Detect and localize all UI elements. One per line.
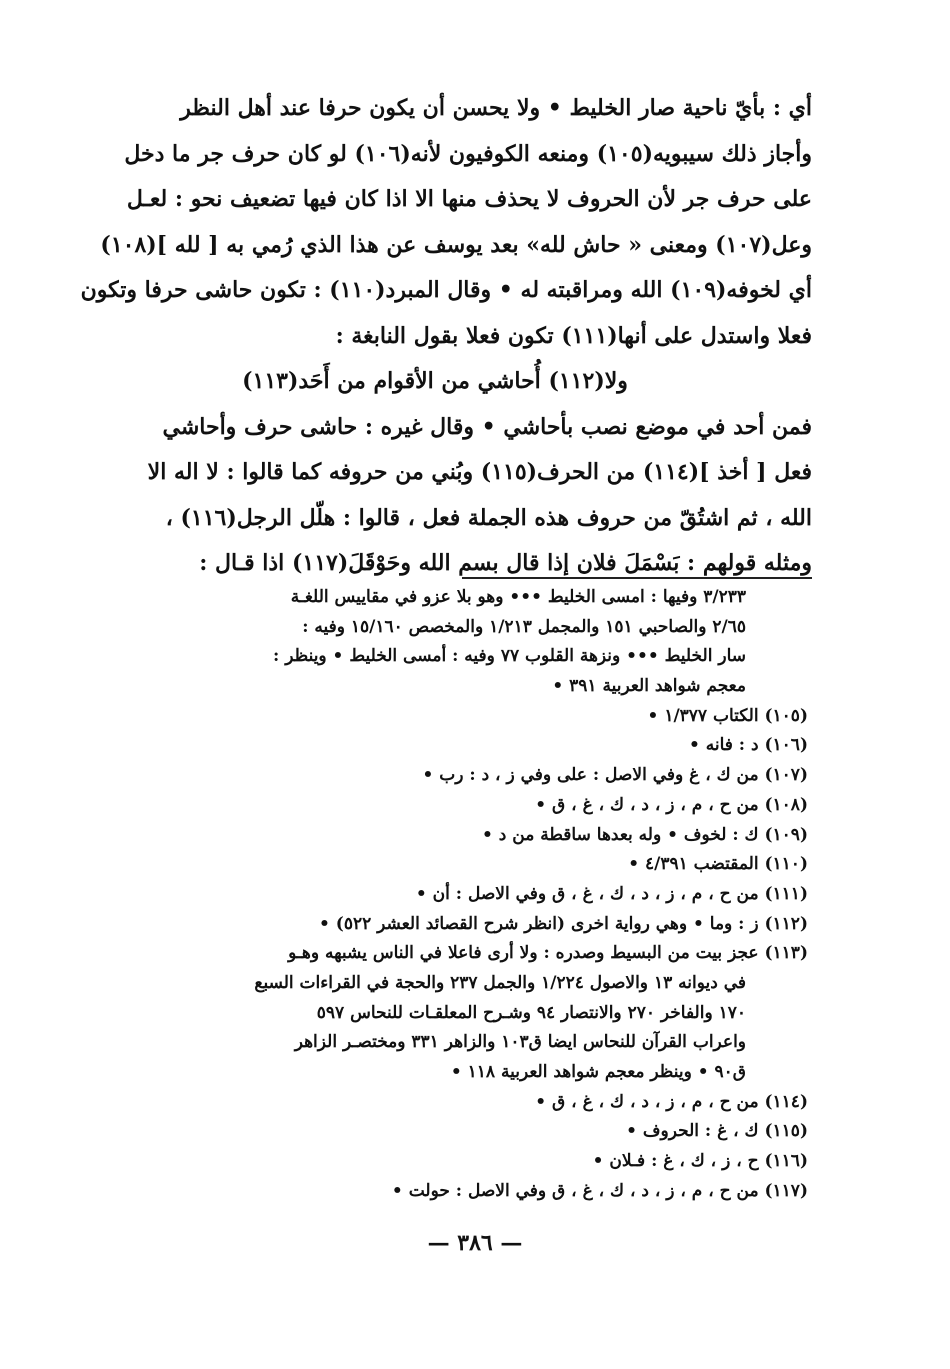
footnote-109: (١٠٩) ك : لخوف • وله بعدها ساقطة من د • <box>482 824 808 845</box>
footnotes <box>112 583 812 1206</box>
body-line: الله ، ثم اشتُقّ من حروف هذه الجملة فعل ، قالوا : هلّل الرجل(١١٦) ، <box>165 504 812 531</box>
footnote-112: (١١٢) ز : وما • وهي رواية اخرى (انظر شرح القصائد العشر ٥٢٢) • <box>319 913 808 934</box>
body-line: وعل(١٠٧) ومعنى « حاش لله» بعد يوسف عن هذا الذي رُمي به [ لله ](١٠٨) <box>100 231 812 258</box>
footnote-115: (١١٥) ك ، غ : الحروف • <box>626 1121 808 1142</box>
footnote-line: ق٩٠ • وينظر معجم شواهد العربية ١١٨ • <box>450 1062 746 1082</box>
footnote-114: (١١٤) من ح ، م ، ز ، د ، ك ، غ ، ق • <box>535 1091 808 1112</box>
footnote-line: واعراب القرآن للنحاس ايضا ق١٠٣ والزاهر ٣٣١ ومختصـر الزاهر <box>294 1032 746 1053</box>
poetry-verse: ولا(١١٢) أُحاشي من الأقوام من أَحَد(١١٣) <box>242 368 628 394</box>
footnote-106: (١٠٦) د : فانه • <box>688 735 808 756</box>
footnote-117: (١١٧) من ح ، م ، ز ، د ، ك ، غ ، ق وفي الاصل : حولت • <box>391 1180 808 1201</box>
body-line: ومثله قولهم : بَسْمَلَ فلان إذا قال بسم الله وحَوْقَلَ(١١٧) اذا قـال : <box>199 550 812 576</box>
main-text <box>80 86 812 587</box>
body-line: فعلا واستدل على أنها(١١١) تكون فعلا بقول النابغة : <box>335 322 812 349</box>
footnote-line: ٢/٦٥ والصاحبي ١٥١ والمجمل ١/٢١٣ والمخصص ١٥/١٦٠ وفيه : <box>302 616 746 637</box>
body-line: أي لخوفه(١٠٩) الله ومراقبته له • وقال المبرد(١١٠) : تكون حاشى حرفا وتكون <box>80 277 812 303</box>
footnote-108: (١٠٨) من ح ، م ، ز ، د ، ك ، غ ، ق • <box>535 794 808 815</box>
footnote-line: سار الخليط ••• ونزهة القلوب ٧٧ وفيه : أمسى الخليط • وينظر : <box>273 646 746 667</box>
footnote-113: (١١٣) عجز بيت من البسيط وصدره : ولا أرى فاعلا في الناس يشبهه وهـو <box>288 943 808 964</box>
footnote-divider <box>462 577 812 579</box>
footnote-line: ١٧٠ والفاخر ٢٧٠ والانتصار ٩٤ وشـرح المعلقـات للنحاس ٥٩٧ <box>316 1002 746 1023</box>
footnote-line: ٣/٢٣٣ وفيها : امسى الخليط ••• وهو بلا عزو في مقاييس اللغـة <box>290 587 746 607</box>
body-line: فعل [ أخذ ](١١٤) من الحرف(١١٥) وبُني من حروفه كما قالوا : لا اله الا <box>147 459 812 485</box>
body-line: فمن أحد في موضع نصب بأحاشي • وقال غيره : حاشى حرف وأحاشي <box>162 413 812 440</box>
body-line: وأجاز ذلك سيبويه(١٠٥) ومنعه الكوفيون لأنه(١٠٦) لو كان حرف جر ما دخل <box>124 140 812 167</box>
footnote-110: (١١٠) المقتضب ٤/٣٩١ • <box>628 854 808 875</box>
footnote-111: (١١١) من ح ، م ، ز ، د ، ك ، غ ، ق وفي الاصل : أن • <box>415 883 808 904</box>
footnote-105: (١٠٥) الكتاب ١/٣٧٧ • <box>647 705 808 726</box>
footnote-116: (١١٦) ح ، ز ، ك ، غ : فـلان • <box>592 1151 808 1172</box>
footnote-line: معجم شواهد العربية ٣٩١ • <box>552 676 746 697</box>
body-line: على حرف جر لأن الحروف لا يحذف منها الا اذا كان فيها تضعيف نحو : لعـل <box>126 186 812 212</box>
page-number: — ٣٨٦ — <box>427 1230 523 1256</box>
footnote-line: في ديوانه ١٣ والاصول ١/٢٢٤ والجمل ٢٣٧ والحجة في القراءات السبع <box>254 972 746 993</box>
body-line: أي : بأيّ ناحية صار الخليط • ولا يحسن أن يكون حرفا عند أهل النظر <box>180 95 812 121</box>
footnote-107: (١٠٧) من ك ، غ وفي الاصل : على وفي ز ، د : رب • <box>422 765 808 786</box>
